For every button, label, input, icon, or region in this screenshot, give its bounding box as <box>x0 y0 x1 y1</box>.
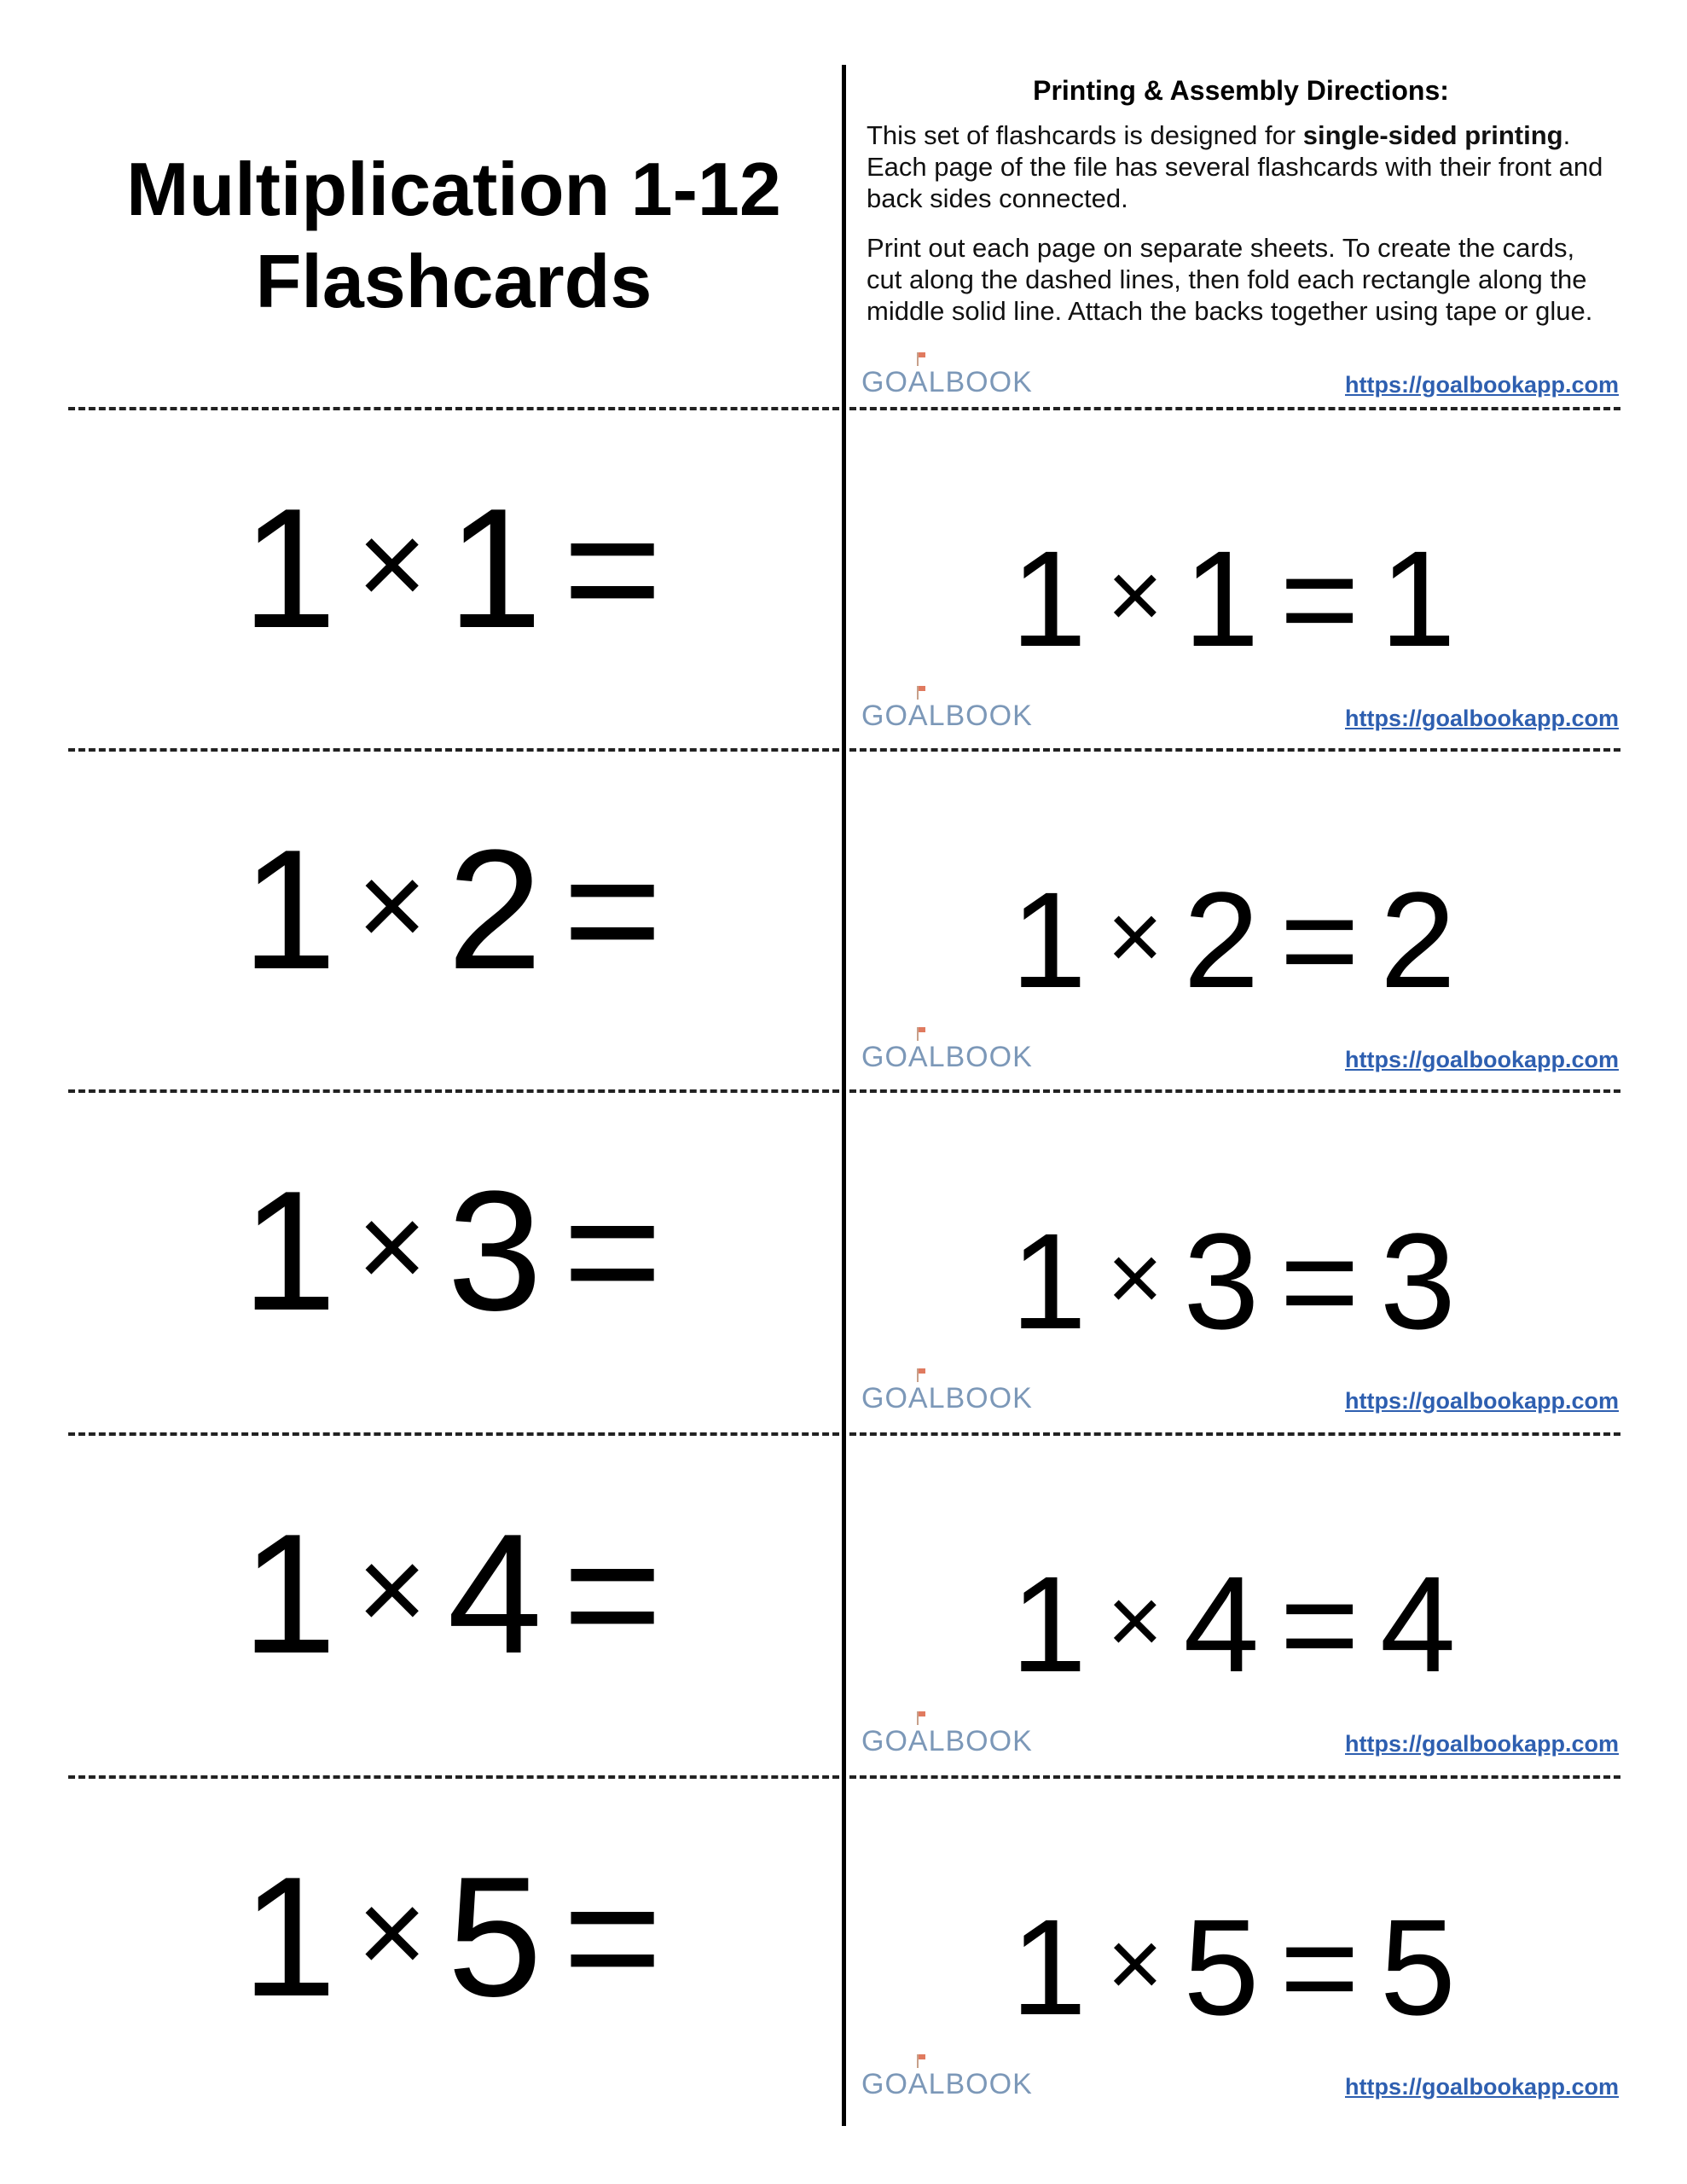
flashcard-back <box>849 1522 1620 1727</box>
single-sided-emphasis: single-sided printing <box>1302 120 1563 150</box>
answer: 3 <box>1379 1205 1459 1357</box>
operand-b: 4 <box>1183 1548 1263 1700</box>
equals-symbol: = <box>562 1499 666 1689</box>
flashcard-front <box>68 757 839 1064</box>
operand-a: 1 <box>241 1499 340 1689</box>
operand-b: 1 <box>1183 522 1263 675</box>
equals-symbol: = <box>1279 1548 1363 1700</box>
operand-a: 1 <box>1011 863 1091 1016</box>
equals-symbol: = <box>562 1156 666 1346</box>
goalbook-link[interactable]: https://goalbookapp.com <box>1345 2074 1619 2100</box>
times-symbol: × <box>1107 1566 1167 1674</box>
operand-a: 1 <box>241 1156 340 1346</box>
cut-line-front <box>68 748 839 752</box>
flashcard-back <box>849 1179 1620 1384</box>
times-symbol: × <box>357 1179 431 1314</box>
equals-symbol: = <box>1279 1891 1363 2043</box>
goalbook-link[interactable]: https://goalbookapp.com <box>1345 1731 1619 1757</box>
flashcard-front <box>68 415 839 723</box>
answer: 1 <box>1379 522 1459 675</box>
times-symbol: × <box>1107 1909 1167 2017</box>
equals-symbol: = <box>1279 863 1363 1016</box>
equals-symbol: = <box>1279 522 1363 675</box>
times-symbol: × <box>1107 1223 1167 1331</box>
times-symbol: × <box>1107 541 1167 648</box>
operand-b: 3 <box>1183 1205 1263 1357</box>
cut-line-back <box>849 407 1620 410</box>
times-symbol: × <box>357 1865 431 2000</box>
goalbook-logo: GO A LBOOK <box>861 699 1049 733</box>
cut-line-back <box>849 1775 1620 1779</box>
times-symbol: × <box>357 1522 431 1657</box>
operand-b: 5 <box>447 1842 546 2032</box>
operand-a: 1 <box>1011 1891 1091 2043</box>
goalbook-logo: GO A LBOOK <box>861 1724 1049 1758</box>
page-title <box>68 143 839 328</box>
operand-a: 1 <box>241 815 340 1005</box>
operand-a: 1 <box>1011 1205 1091 1357</box>
title-line-1: Multiplication 1-12 <box>126 147 781 231</box>
times-symbol: × <box>1107 882 1167 990</box>
equals-symbol: = <box>562 815 666 1005</box>
cut-line-front <box>68 1089 839 1093</box>
flag-icon <box>917 686 924 700</box>
flashcard-back <box>849 497 1620 701</box>
flashcard-back <box>849 1865 1620 2070</box>
flashcard-front <box>68 1784 839 2091</box>
times-symbol: × <box>357 838 431 973</box>
operand-b: 3 <box>447 1156 546 1346</box>
goalbook-link[interactable]: https://goalbookapp.com <box>1345 1047 1619 1072</box>
goalbook-logo: GO A LBOOK <box>861 365 1049 399</box>
operand-b: 2 <box>447 815 546 1005</box>
directions-paragraph-2: Print out each page on separate sheets. To create the cards, cut along the dashed lines, then fold each rectangle along the middle solid line. Attach the backs together using tape or glue. <box>867 233 1593 326</box>
operand-a: 1 <box>1011 522 1091 675</box>
cut-line-back <box>849 1089 1620 1093</box>
goalbook-link[interactable]: https://goalbookapp.com <box>1345 706 1619 731</box>
operand-b: 1 <box>447 473 546 664</box>
flag-icon <box>917 352 924 366</box>
answer: 2 <box>1379 863 1459 1016</box>
times-symbol: × <box>357 497 431 631</box>
equals-symbol: = <box>562 473 666 664</box>
operand-a: 1 <box>241 1842 340 2032</box>
cut-line-front <box>68 1775 839 1779</box>
goalbook-logo: GO A LBOOK <box>861 2067 1049 2101</box>
title-line-2: Flashcards <box>255 239 652 323</box>
directions-paragraph-1: This set of flashcards is designed for single-sided printing. Each page of the file has several flashcards with their front and back sides connected. <box>867 120 1603 213</box>
answer: 4 <box>1379 1548 1459 1700</box>
flashcard-back <box>849 838 1620 1043</box>
flashcard-front <box>68 1441 839 1748</box>
operand-b: 2 <box>1183 863 1263 1016</box>
operand-b: 4 <box>447 1499 546 1689</box>
flashcard-front <box>68 1098 839 1405</box>
operand-b: 5 <box>1183 1891 1263 2043</box>
cut-line-front <box>68 407 839 410</box>
flag-icon <box>917 1027 924 1041</box>
equals-symbol: = <box>1279 1205 1363 1357</box>
operand-a: 1 <box>1011 1548 1091 1700</box>
goalbook-logo: GO A LBOOK <box>861 1381 1049 1415</box>
cut-line-back <box>849 748 1620 752</box>
answer: 5 <box>1379 1891 1459 2043</box>
goalbook-link[interactable]: https://goalbookapp.com <box>1345 1388 1619 1414</box>
flag-icon <box>917 1368 924 1382</box>
goalbook-logo: GO A LBOOK <box>861 1040 1049 1074</box>
flag-icon <box>917 1711 924 1725</box>
equals-symbol: = <box>562 1842 666 2032</box>
goalbook-link[interactable]: https://goalbookapp.com <box>1345 372 1619 398</box>
operand-a: 1 <box>241 473 340 664</box>
cut-line-back <box>849 1432 1620 1436</box>
fold-line <box>842 65 846 2126</box>
cut-line-front <box>68 1432 839 1436</box>
flag-icon <box>917 2054 924 2068</box>
directions-heading: Printing & Assembly Directions: <box>1033 75 1449 106</box>
